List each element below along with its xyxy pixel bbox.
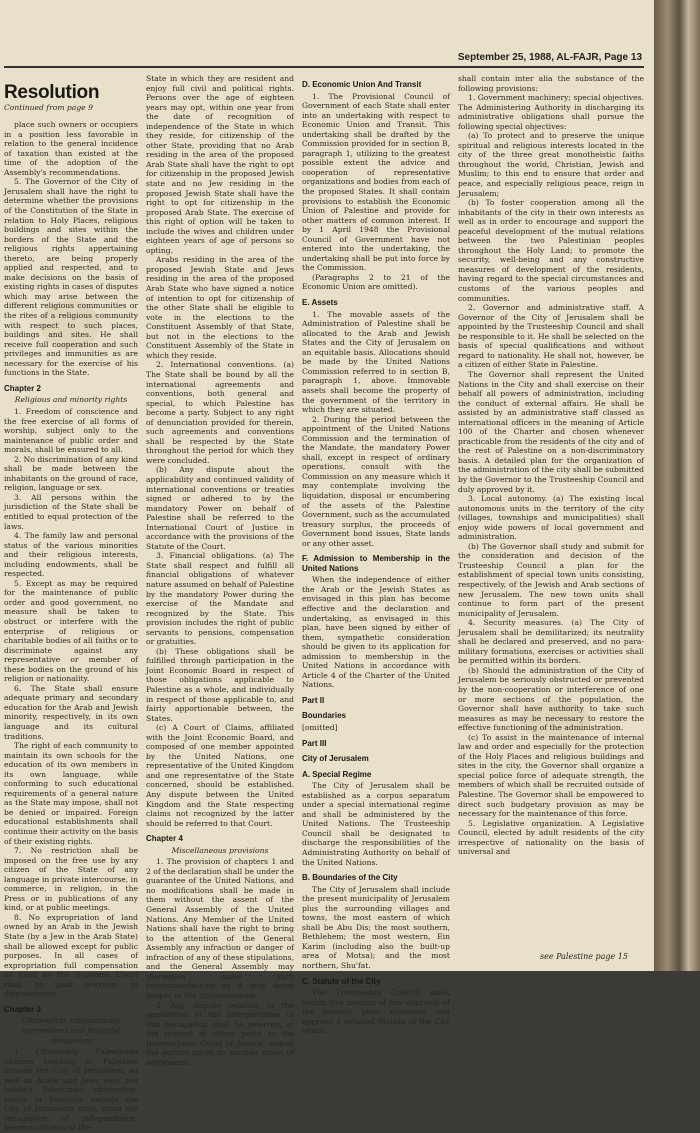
- paragraph: 1. The provision of chapters 1 and 2 of the declaration shall be under the guarantee of the United Nations, and no modifications shall be made in them without the assent of the General Assembly of the United Nations. Any Member of the United Nations shall have the right to bring to the attention of the General Assembly any infraction or danger of infraction of any of these stipulations, and the General Assembly may thereupon make such recommendations as it may deem proper in the circumstances.: [146, 857, 294, 1000]
- paragraph: Arabs residing in the area of the proposed Jewish State and Jews residing in the area of the proposed Arab State who have signed a notice of intention to opt for citizenship of the other State shall be eligible to vote in the elections to the Constituent Assembly of that State, but not in the elections to the Constituent Assembly of the State in which they reside.: [146, 255, 294, 360]
- paragraph: 4. Security measures. (a) The City of Jerusalem shall be demilitarized; its neutrality shall be declared and preserved, and no para-military formations, exercises or activities shall be permitted within its borders.: [458, 618, 644, 666]
- section-heading: C. Statute of the City: [302, 976, 381, 986]
- section-heading: B. Boundaries of the City: [302, 873, 398, 883]
- paragraph: (b) Any dispute about the applicability and continued validity of international conventions or treaties signed or adhered to by the mandatory Power on behalf of Palestine shall be referred to the International Court of Justice in accordance with the provisions of the Statute of the Court.: [146, 465, 294, 551]
- section-heading: D. Economic Union And Transit: [302, 80, 422, 89]
- paragraph: 1. The Provisional Council of Government of each State shall enter into an undertaking with respect to Economic Union and Transit. This undertaking shall be drafted by the Commission provided for in section B, paragraph 1, utilizing to the greatest possible extent the advice and cooperation of representative organizations and bodies from each of the proposed States. It shall contain provisions to establish the Economic Union of Palestine and provide for other matters of common interest. If by 1 April 1948 the Provisional Council of Government have not entered into the undertaking, the undertaking shall be put into force by the Commission.: [302, 91, 450, 273]
- column-1: [4, 82, 138, 1133]
- paragraph: (a) To protect and to preserve the unique spiritual and religious interests located in the city of the three great monotheistic faiths throughout the world, Christian, Jewish and Muslim; to this end to ensure that order and peace, and especially religious peace, reign in Jerusalem;: [458, 131, 644, 198]
- book-binding: [654, 0, 700, 971]
- paragraph: 1. The movable assets of the Administration of Palestine shall be allocated to the Arab and Jewish States and the City of Jerusalem on an equitable basis. Allocations should be made by the United Nations Commission referred to in section B, paragraph 1, above. Immovable assets shall become the property of the government of the territory in which they are situated.: [302, 309, 450, 415]
- jump-line: see Palestine page 15: [540, 952, 628, 961]
- article-title: Resolution: [4, 82, 100, 103]
- paragraph: 5. The Governor of the City of Jerusalem shall have the right to determine whether the provisions of the Constitution of the State in relation to Holy Places, religious buildings and sites within the borders of the State and the religious rights appertaining thereto, are being properly applied and respected, and to make decisions on the basis of existing rights in cases of disputes which may arise between the different religious communities or the rites of a religious community with respect to such places, buildings and sites. He shall receive full cooperation and such privileges and immunities as are necessary for the exercise of his functions in the State.: [4, 177, 138, 378]
- header-rule: [4, 66, 644, 68]
- paragraph: (b) Should the administration of the City of Jerusalem be seriously obstructed or prevented by the non-cooperation or interference of one or more sections of the population, the Governor shall have authority to take such measures as may be necessary to restore the effective functioning of the administration.: [458, 665, 644, 733]
- paragraph: 2. No discrimination of any kind shall be made between the inhabitants on the ground of race, religion, language or sex.: [4, 454, 138, 493]
- paragraph: 3. Local autonomy. (a) The existing local autonomous units in the territory of the city (villages, townships and municipalities) shall enjoy wide powers of local government and administration.: [458, 494, 644, 542]
- continued-from: Continued from page 9: [4, 102, 93, 112]
- paragraph: [omitted]: [302, 723, 338, 732]
- running-head: September 25, 1988, AL-FAJR, Page 13: [457, 52, 642, 63]
- paragraph: The City of Jerusalem shall include the present municipality of Jerusalem plus the surrounding villages and towns, the most eastern of which shall be Abu Dis; the most southern, Bethlehem; the most western, Ein Karim (including also the built-up area of Motsa); and the most northern, Shu'fat.: [302, 884, 450, 971]
- section-heading: Boundaries: [302, 711, 347, 721]
- paragraph: 3. Financial obligations. (a) The State shall respect and fulfill all financial obligations of whatever nature assumed on behalf of Palestine by the mandatory Power during the exercise of the Mandate and recognized by the State. This provision includes the right of public servants to pensions, compensation or gratuities.: [146, 551, 294, 647]
- paragraph: State in which they are resident and enjoy full civil and political rights. Persons over the age of eighteen years may opt, within one year from the date of recognition of independence of the State in which they reside, for citizenship of the other State, providing that no Arab residing in the area of the proposed Arab State shall have the right to opt for citizenship in the proposed Jewish state and no Jew residing in the proposed Jewish State shall have the right to opt for citizenship in the proposed Arab State. The exercise of this right of option will be taken to include the wives and children under eighteen years of age of persons so opting.: [146, 74, 294, 255]
- paragraph: (b) To foster cooperation among all the inhabitants of the city in their own interests as well as in order to encourage and support the peaceful development of the mutual relations between the two Palestinian peoples throughout the Holy Land; to promote the security, well-being and any constructive measures of development of the residents, having regard to the special circumstances and customs of the various peoples and communities.: [458, 198, 644, 303]
- section-subheading: Religious and minority rights: [14, 395, 128, 405]
- column-4: [458, 74, 644, 964]
- paragraph: (Paragraphs 2 to 21 of the Economic Union are omitted).: [302, 272, 450, 292]
- paragraph: 7. No restriction shall be imposed on the free use by any citizen of the State of any language in private intercourse, in commerce, in religion, in the Press or in publications of any kind, or at public meetings.: [4, 846, 138, 913]
- section-heading: E. Assets: [302, 298, 338, 308]
- paragraph: shall contain inter alia the substance of the following provisions:: [458, 74, 644, 93]
- column-2: [146, 74, 294, 1067]
- paragraph: (b) These obligations shall be fulfilled through participation in the Joint Economic Board in respect of those obligations applicable to Palestine as a whole, and individually in respect of those applicable to, and fairly apportionable between, the States.: [146, 646, 294, 723]
- paragraph: 1. Citizenship. Palestinian citizens residing in Palestine outside the City of Jerusalem, as well as Arabs and Jews who, not holding Palestinian citizenship, reside in Palestine outside the City of Jerusalem shall, upon the recognition of independence, become citizens of the: [4, 1047, 138, 1133]
- section-subheading: Miscellaneous provisions: [171, 845, 269, 855]
- paragraph: 2. Any dispute relating to the application or the interpretation of this declaration shall be referred, at the request of either party, to the International Court of Justice, unless the parties agree to another mode of settlement.: [146, 1000, 294, 1067]
- paragraph: (c) A Court of Claims, affiliated with the Joint Economic Board, and composed of one member appointed by the United Nations, one representative of the United Kingdom and one representative of the State concerned, should be established. Any dispute between the United Kingdom and the State respecting claims not recognized by the latter should be referred to that Court.: [146, 723, 294, 828]
- paragraph: The Governor shall represent the United Nations in the City and shall exercise on their behalf all powers of administration, including the conduct of external affairs. He shall be assisted by an administrative staff classed as international officers in the meaning of Article 100 of the Charter and chosen whenever practicable from the residents of the city and of the rest of Palestine on a non-discriminatory basis. A detailed plan for the organization of the administration of the city shall be submitted by the Governor to the Trusteeship Council and duly approved by it.: [458, 369, 644, 494]
- paragraph: (c) To assist in the maintenance of internal law and order and especially for the protection of the Holy Places and religious buildings and sites in the city, the Governor shall organize a special police force of adequate strength, the members of which shall be recruited outside of Palestine. The Governor shall be empowered to direct such budgetary provision as may be necessary for the maintenance of this force.: [458, 732, 644, 819]
- paragraph: place such owners or occupiers in a position less favorable in relation to the general incidence of taxation than existed at the time of the adoption of the Assembly's recommendations.: [4, 120, 138, 177]
- paragraph: 2. Governor and administrative staff. A Governor of the City of Jerusalem shall be appointed by the Trusteeship Council and shall be responsible to it. He shall be selected on the basis of special qualifications and without regard to nationality. He shall not, however, be a citizen of either State in Palestine.: [458, 303, 644, 370]
- paragraph: The City of Jerusalem shall be established as a corpus separatum under a special international regime and shall be administered by the United Nations. The Trusteeship Council shall be designated to discharge the responsibilities of the Administrating Authority on behalf of the United Nations.: [302, 781, 450, 867]
- paragraph: The right of each community to maintain its own schools for the education of its own members in its own language, while conforming to such educational requirements of a general nature as the State may impose, shall not be denied or impaired. Foreign educational establishments shall continue their activity on the basis of their existing rights.: [4, 741, 138, 846]
- paragraph: 2. During the period between the appointment of the United Nations Commission and the termination of the Mandate, the mandatory Power shall, except in respect of ordinary operations, consult with the Commission on any measure which it may contemplate involving the liquidation, disposal or encumbering of the assets of the Palestine Government, such as the accumulated treasury surplus, the proceeds of Government bond issues, State lands or any other asset.: [302, 414, 450, 548]
- section-subheading: Citizenship, international conventions and financial obligations: [21, 1016, 121, 1045]
- section-heading: Part II: [302, 695, 325, 705]
- paragraph: 1. Freedom of conscience and the free exercise of all forms of worship, subject only to the maintenance of public order and morals, shall be ensured to all.: [4, 406, 138, 455]
- section-heading: A. Special Regime: [302, 769, 372, 779]
- section-heading: F. Admission to Membership in the United Nations: [302, 554, 450, 573]
- section-heading: Chapter 2: [4, 383, 41, 393]
- paragraph: When the independence of either the Arab or the Jewish States as envisaged in this plan has become effective and the declaration and undertaking, as envisaged in this plan, have been signed by either of them, sympathetic consideration should be given to its application for admission to membership in the United Nations in accordance with Article 4 of the Charter of the United Nations.: [302, 575, 450, 690]
- paragraph: 3. All persons within the jurisdiction of the State shall be entitled to equal protection of the laws.: [4, 492, 138, 531]
- paragraph: 2. International conventions. (a) The State shall be bound by all the international agreements and conventions, both general and special, to which Palestine has become a party. Subject to any right of denunciation provided for therein, such agreements and conventions shall be respected by the State throughout the period for which they were concluded.: [146, 360, 294, 465]
- paragraph: 8. No expropriation of land owned by an Arab in the Jewish State (by a Jew in the Arab State) shall be allowed except for public purposes. In all cases of expropriation full compensation as fixed by the Supreme Court shall be paid previous to dispossession.: [4, 912, 138, 999]
- paragraph: 5. Legislative organization. A Legislative Council, elected by adult residents of the city irrespective of nationality on the basis of universal and: [458, 818, 644, 857]
- column-3: [302, 74, 450, 1036]
- section-heading: Part III: [302, 738, 327, 748]
- paragraph: 5. Except as may be required for the maintenance of public order and good government, no measure shall be taken to obstruct or interfere with the enterprise of religious or charitable bodies of all faiths or to discriminate against any representative or member of these bodies on the ground of his religion or nationality.: [4, 578, 138, 684]
- paragraph: (b) The Governor shall study and submit for the consideration and decision of the Trusteeship Council a plan for the establishment of special town units consisting, respectively, of the Jewish and Arab sections of new Jerusalem. The new town units shall continue to form part of the present municipality of Jerusalem.: [458, 541, 644, 618]
- paragraph: 1. Government machinery; special objectives. The Administering Authority in discharging its administrative obligations shall pursue the following special objectives:: [458, 93, 644, 131]
- paragraph: The Trusteeship Council shall, within five months of the approval of the present plan, elaborate and approve a detailed Statute of the City which: [302, 988, 450, 1036]
- section-heading: Chapter 3: [4, 1004, 41, 1014]
- paragraph: 4. The family law and personal status of the various minorities and their religious interests, including endowments, shall be respected.: [4, 531, 138, 579]
- paragraph: 6. The State shall ensure adequate primary and secondary education for the Arab and Jewish minority, respectively, in its own language and its cultural traditions.: [4, 683, 138, 741]
- section-heading: City of Jerusalem: [302, 754, 369, 764]
- section-heading: Chapter 4: [146, 834, 183, 844]
